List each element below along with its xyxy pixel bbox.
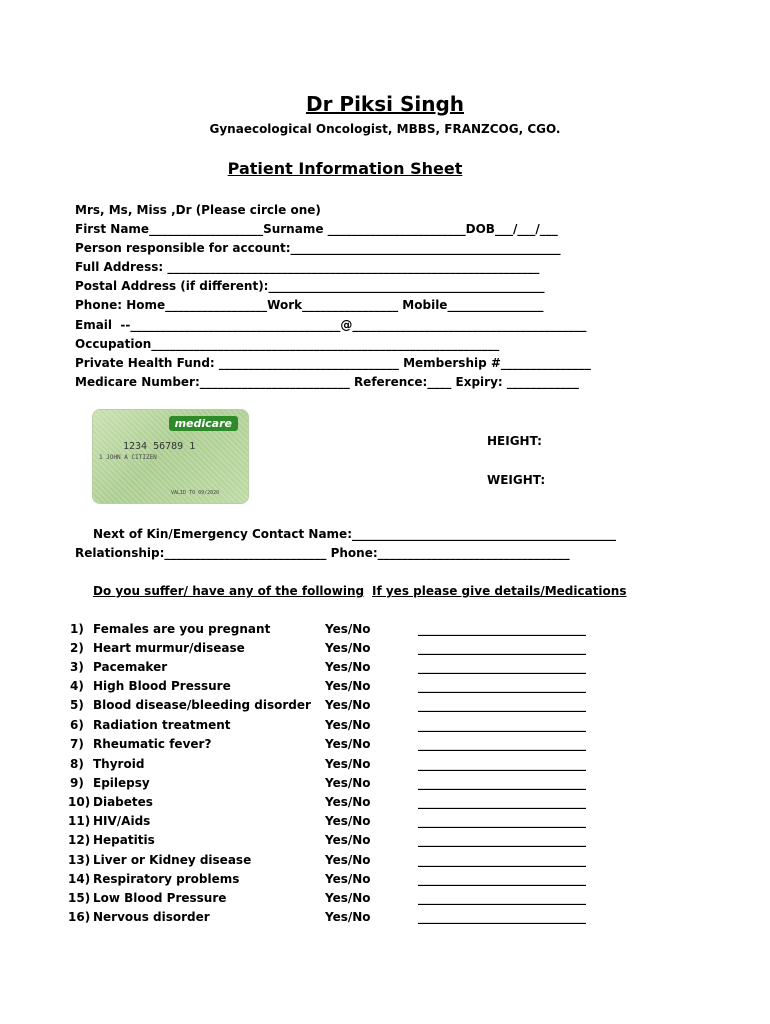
question-number: 5) [70, 698, 84, 712]
details-field[interactable]: ____________________________ [418, 679, 586, 693]
question-text: High Blood Pressure [93, 679, 231, 693]
question-number: 2) [70, 641, 84, 655]
question-text: Blood disease/bleeding disorder [93, 698, 311, 712]
doctor-name: Dr Piksi Singh [305, 92, 465, 116]
question-number: 1) [70, 622, 84, 636]
account-person-line[interactable]: Person responsible for account:_____________________________________________ [75, 241, 561, 255]
details-field[interactable]: ____________________________ [418, 853, 586, 867]
yes-no-option[interactable]: Yes/No [325, 641, 371, 655]
question-number: 8) [70, 757, 84, 771]
yes-no-option[interactable]: Yes/No [325, 795, 371, 809]
question-text: Epilepsy [93, 776, 150, 790]
full-address-line[interactable]: Full Address: ______________________________________________________________ [75, 260, 540, 274]
details-field[interactable]: ____________________________ [418, 872, 586, 886]
question-text: Respiratory problems [93, 872, 240, 886]
questions-header-right: If yes please give details/Medications [372, 584, 627, 598]
details-field[interactable]: ____________________________ [418, 622, 586, 636]
card-holder-name: 1 JOHN A CITIZEN [99, 454, 157, 461]
question-text: Radiation treatment [93, 718, 231, 732]
yes-no-option[interactable]: Yes/No [325, 814, 371, 828]
yes-no-option[interactable]: Yes/No [325, 679, 371, 693]
yes-no-option[interactable]: Yes/No [325, 622, 371, 636]
yes-no-option[interactable]: Yes/No [325, 891, 371, 905]
question-number: 15) [68, 891, 91, 905]
medicare-card-image [93, 410, 248, 503]
details-field[interactable]: ____________________________ [418, 660, 586, 674]
question-number: 4) [70, 679, 84, 693]
details-field[interactable]: ____________________________ [418, 795, 586, 809]
question-text: Rheumatic fever? [93, 737, 212, 751]
details-field[interactable]: ____________________________ [418, 698, 586, 712]
question-number: 12) [68, 833, 91, 847]
phone-line[interactable]: Phone: Home_________________Work________________ Mobile________________ [75, 298, 544, 312]
question-number: 6) [70, 718, 84, 732]
question-text: Heart murmur/disease [93, 641, 245, 655]
questions-header-left: Do you suffer/ have any of the following [93, 584, 365, 598]
card-valid-to: VALID TO 09/2020 [171, 490, 220, 496]
yes-no-option[interactable]: Yes/No [325, 698, 371, 712]
yes-no-option[interactable]: Yes/No [325, 718, 371, 732]
question-text: Diabetes [93, 795, 153, 809]
details-field[interactable]: ____________________________ [418, 814, 586, 828]
question-text: Hepatitis [93, 833, 155, 847]
next-of-kin-line[interactable]: Next of Kin/Emergency Contact Name:____________________________________________ [93, 527, 616, 541]
question-text: Females are you pregnant [93, 622, 271, 636]
medicare-logo: medicare [169, 416, 238, 431]
relationship-phone-line[interactable]: Relationship:___________________________ Phone:________________________________ [75, 546, 570, 560]
sheet-title: Patient Information Sheet [227, 159, 463, 178]
question-text: Nervous disorder [93, 910, 210, 924]
details-field[interactable]: ____________________________ [418, 910, 586, 924]
details-field[interactable]: ____________________________ [418, 757, 586, 771]
question-text: Pacemaker [93, 660, 168, 674]
question-text: Thyroid [93, 757, 145, 771]
weight-label: WEIGHT: [487, 473, 546, 487]
medicare-number-line[interactable]: Medicare Number:_________________________ Reference:____ Expiry: ____________ [75, 375, 579, 389]
height-label: HEIGHT: [487, 434, 542, 448]
occupation-line[interactable]: Occupation__________________________________________________________ [75, 337, 500, 351]
question-number: 13) [68, 853, 91, 867]
email-line[interactable]: Email --___________________________________@_______________________________________ [75, 318, 587, 332]
details-field[interactable]: ____________________________ [418, 718, 586, 732]
name-dob-line[interactable]: First Name___________________Surname _______________________DOB___/___/___ [75, 222, 558, 236]
yes-no-option[interactable]: Yes/No [325, 737, 371, 751]
yes-no-option[interactable]: Yes/No [325, 910, 371, 924]
question-text: Low Blood Pressure [93, 891, 227, 905]
yes-no-option[interactable]: Yes/No [325, 872, 371, 886]
card-number: 1234 56789 1 [123, 441, 196, 452]
health-fund-line[interactable]: Private Health Fund: ______________________________ Membership #_______________ [75, 356, 591, 370]
question-text: HIV/Aids [93, 814, 151, 828]
details-field[interactable]: ____________________________ [418, 641, 586, 655]
postal-address-line[interactable]: Postal Address (if different):______________________________________________ [75, 279, 545, 293]
question-number: 10) [68, 795, 91, 809]
question-number: 11) [68, 814, 91, 828]
yes-no-option[interactable]: Yes/No [325, 833, 371, 847]
question-number: 3) [70, 660, 84, 674]
yes-no-option[interactable]: Yes/No [325, 660, 371, 674]
title-circle-line: Mrs, Ms, Miss ,Dr (Please circle one) [75, 203, 321, 217]
doctor-credentials: Gynaecological Oncologist, MBBS, FRANZCOG, CGO. [209, 122, 561, 136]
details-field[interactable]: ____________________________ [418, 891, 586, 905]
question-number: 9) [70, 776, 84, 790]
yes-no-option[interactable]: Yes/No [325, 853, 371, 867]
yes-no-option[interactable]: Yes/No [325, 757, 371, 771]
question-number: 14) [68, 872, 91, 886]
details-field[interactable]: ____________________________ [418, 776, 586, 790]
question-number: 7) [70, 737, 84, 751]
details-field[interactable]: ____________________________ [418, 737, 586, 751]
yes-no-option[interactable]: Yes/No [325, 776, 371, 790]
question-number: 16) [68, 910, 91, 924]
question-text: Liver or Kidney disease [93, 853, 252, 867]
details-field[interactable]: ____________________________ [418, 833, 586, 847]
